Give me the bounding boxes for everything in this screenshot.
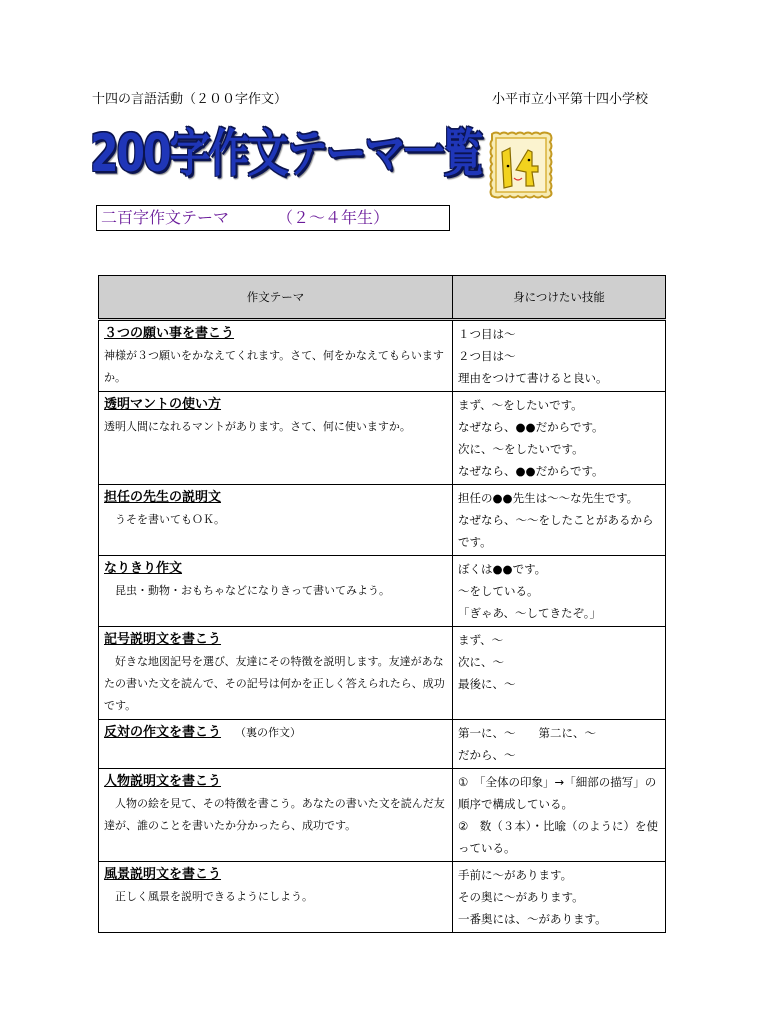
skill-line: なぜなら、～～をしたことがあるからです。 <box>458 513 654 549</box>
table-row <box>99 556 666 627</box>
header-school-name: 小平市立小平第十四小学校 <box>492 92 649 107</box>
table-header-row <box>99 276 666 320</box>
skill-line: １つ目は～ <box>458 327 516 341</box>
theme-cell <box>99 627 453 720</box>
skills-cell <box>453 392 666 485</box>
theme-title-text: 反対の作文を書こう <box>104 725 222 740</box>
skill-line: まず、～をしたいです。 <box>458 398 583 412</box>
skills-cell <box>453 485 666 556</box>
theme-title: 担任の先生の説明文 <box>104 490 222 505</box>
theme-cell <box>99 556 453 627</box>
table-row <box>99 485 666 556</box>
header-school-activity: 十四の言語活動（２００字作文） <box>92 92 288 107</box>
theme-title <box>104 722 447 744</box>
theme-description: 人物の絵を見て、その特徴を書こう。あなたの書いた文を読んだ友達が、誰のことを書いたか分かったら、成功です。 <box>104 797 445 832</box>
subtitle-grade: （２～４年生） <box>277 208 390 227</box>
page-title: 200字作文テーマ一覧 <box>90 123 482 184</box>
theme-title: なりきり作文 <box>104 561 183 576</box>
theme-description: 好きな地図記号を選び、友達にその特徴を説明します。友達があなたの書いた文を読んで、その記号は何かを正しく答えられたら、成功です。 <box>104 655 445 712</box>
column-header-theme: 作文テーマ <box>99 276 453 320</box>
theme-cell <box>99 769 453 862</box>
skills-cell <box>453 320 666 392</box>
skill-line: ② 数（３本）・比喩（のように）を使っている。 <box>458 819 659 855</box>
table-row <box>99 320 666 392</box>
skill-line: 手前に～があります。 <box>458 868 573 882</box>
theme-table <box>98 275 666 933</box>
skill-line: 一番奥には、～があります。 <box>458 912 607 926</box>
skills-cell <box>453 556 666 627</box>
skill-line: ① 「全体の印象」→「細部の描写」の順序で構成している。 <box>458 775 657 811</box>
skill-line: なぜなら、●●だからです。 <box>458 464 604 478</box>
skill-line: ぼくは●●です。 <box>458 562 547 576</box>
theme-title: 記号説明文を書こう <box>104 632 222 647</box>
skills-cell <box>453 862 666 933</box>
skill-line: 次に、～をしたいです。 <box>458 442 584 456</box>
skill-line: 最後に、～ <box>458 677 516 691</box>
skill-line: その奥に～があります。 <box>458 890 584 904</box>
column-header-skills: 身につけたい技能 <box>453 276 666 320</box>
stamp-14-icon <box>488 130 554 200</box>
table-row <box>99 769 666 862</box>
theme-cell <box>99 485 453 556</box>
theme-title-note: （裏の作文） <box>235 726 302 739</box>
stamp-14-logo <box>488 130 554 200</box>
table-row <box>99 627 666 720</box>
skill-line: ２つ目は～ <box>458 349 516 363</box>
skill-line: ～をしている。 <box>458 584 539 598</box>
theme-description: 正しく風景を説明できるようにしよう。 <box>104 890 313 903</box>
theme-cell <box>99 720 453 769</box>
theme-description: 昆虫・動物・おもちゃなどになりきって書いてみよう。 <box>104 584 390 597</box>
table-row <box>99 392 666 485</box>
theme-cell <box>99 392 453 485</box>
skill-line: まず、～ <box>458 633 504 647</box>
theme-description: 神様が３つ願いをかなえてくれます。さて、何をかなえてもらいますか。 <box>104 349 444 384</box>
theme-title: 風景説明文を書こう <box>104 867 222 882</box>
skills-cell <box>453 720 666 769</box>
skill-line: だから、～ <box>458 748 516 762</box>
theme-description: 透明人間になれるマントがあります。さて、何に使いますか。 <box>104 420 411 433</box>
theme-title: ３つの願い事を書こう <box>104 326 235 341</box>
subtitle-text: 二百字作文テーマ <box>101 208 230 227</box>
theme-title: 人物説明文を書こう <box>104 774 222 789</box>
subtitle-box <box>96 205 450 231</box>
skills-cell <box>453 769 666 862</box>
table-row <box>99 720 666 769</box>
theme-cell <box>99 862 453 933</box>
skill-line: なぜなら、●●だからです。 <box>458 420 604 434</box>
skill-line: 次に、～ <box>458 655 504 669</box>
skill-line: 担任の●●先生は～～な先生です。 <box>458 491 639 505</box>
theme-title: 透明マントの使い方 <box>104 397 222 412</box>
skill-line: 「ぎゃあ、～してきたぞ。」 <box>458 606 602 620</box>
skill-line: 第一に、～ 第二に、～ <box>458 726 596 740</box>
theme-description: うそを書いてもＯＫ。 <box>104 513 225 526</box>
skill-line: 理由をつけて書けると良い。 <box>458 371 608 385</box>
theme-cell <box>99 320 453 392</box>
skills-cell <box>453 627 666 720</box>
table-row <box>99 862 666 933</box>
